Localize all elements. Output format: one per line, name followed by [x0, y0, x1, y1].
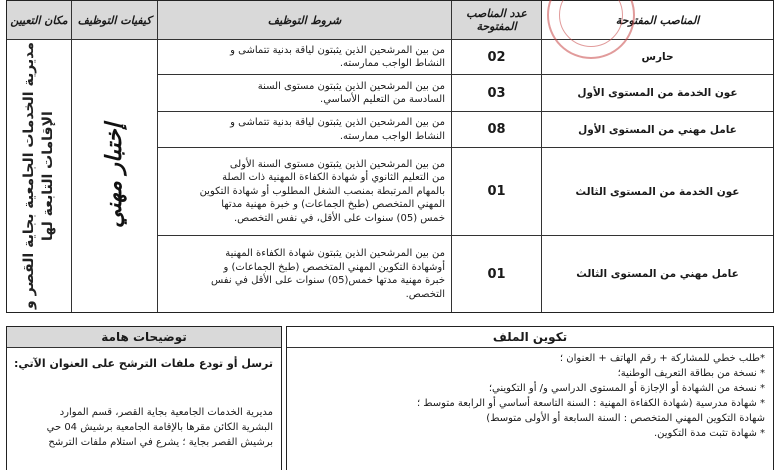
header-place: مكان التعيين — [7, 1, 71, 39]
table-row-count: 03 — [487, 85, 506, 101]
list-item: * شهادة مدرسية (شهادة الكفاءة المهنية : السنة التاسعة أساسي أو الرابعة متوسط ؛ — [416, 398, 765, 409]
table-row-position: عون الخدمة من المستوى الثالث — [575, 185, 740, 198]
table-row-position: عامل مهني من المستوى الثالث — [576, 268, 739, 280]
table-row-conditions: من بين المرشحين الذين يثبتون لياقة بدنية تتماشى و النشاط الواجب ممارسته. — [230, 44, 445, 69]
table-row-count: 02 — [487, 49, 506, 65]
notes-body: مديرية الخدمات الجامعية بجاية القصر، قسم الموارد البشرية الكائن مقرها بالإقامة الجامعية برشيش 04 حي برشيش القصر بجاية ؛ يشرع في استلام ملفات الترشح — [46, 407, 273, 448]
notes-title: توضيحات هامة — [7, 327, 281, 348]
table-row-count: 01 — [487, 184, 506, 199]
list-item: *طلب خطي للمشاركة + رقم الهاتف + العنوان ؛ — [559, 353, 765, 364]
table-row-position: حارس — [641, 51, 674, 63]
list-item: * نسخة من الشهادة أو الإجازة أو المستوى الدراسي و/ أو التكويني؛ — [488, 383, 765, 394]
table-row-conditions: من بين المرشحين الذين يثبتون مستوى السنة الأولى من التعليم الثانوي أو شهادة الكفاءة المهنية ذات الصلة بالمهام المرتبطة بمنصب الشغل المطلوب أو شهادة التكوين المهني المتخصص (طبخ الجماعات) و خبرة مهنية مدتها خمس (05) سنوات على الأقل، في نفس التخصص. — [199, 158, 445, 224]
header-method: كيفيات التوظيف — [72, 1, 157, 39]
notes-box — [6, 326, 282, 470]
list-item: شهادة التكوين المهني المتخصص : السنة السابعة أو الأولى متوسط) — [486, 413, 765, 424]
file-items-list — [293, 351, 765, 441]
table-row-count: 01 — [487, 266, 506, 282]
table-row-count: 08 — [487, 122, 506, 137]
place-of-assignment: مديرية الخدمات الجامعية بجاية القصر و الإقامات التابعة لها — [21, 42, 56, 310]
recruitment-method: إختبار مهني — [102, 123, 127, 229]
file-box — [286, 326, 774, 470]
table-row-conditions: من بين المرشحين الذين يثبتون شهادة الكفاءة المهنية أوشهادة التكوين المهني المتخصص (طبخ الجماعات) و خبرة مهنية مدتها خمس(05) سنوات على الأقل في نفس التخصص. — [211, 248, 445, 300]
header-positions: المناصب المفتوحة — [542, 1, 773, 39]
table-row-position: عامل مهني من المستوى الأول — [578, 123, 737, 136]
list-item: * شهادة تثبت مدة التكوين. — [653, 428, 765, 439]
table-row-conditions: من بين المرشحين الذين يثبتون لياقة بدنية تتماشى و النشاط الواجب ممارسته. — [230, 117, 445, 142]
list-item: * نسخة من بطاقة التعريف الوطنية؛ — [617, 368, 765, 379]
table-row-conditions: من بين المرشحين الذين يثبتون مستوى السنة السادسة من التعليم الأساسي. — [257, 80, 445, 105]
positions-table — [6, 0, 774, 313]
header-count: عدد المناصب المفتوحة — [452, 1, 541, 39]
header-conditions: شروط التوظيف — [158, 1, 451, 39]
notes-heading: ترسل أو تودع ملفات الترشح على العنوان الآتي: — [14, 357, 273, 370]
file-title: تكوين الملف — [287, 327, 773, 348]
table-row-position: عون الخدمة من المستوى الأول — [577, 87, 738, 99]
